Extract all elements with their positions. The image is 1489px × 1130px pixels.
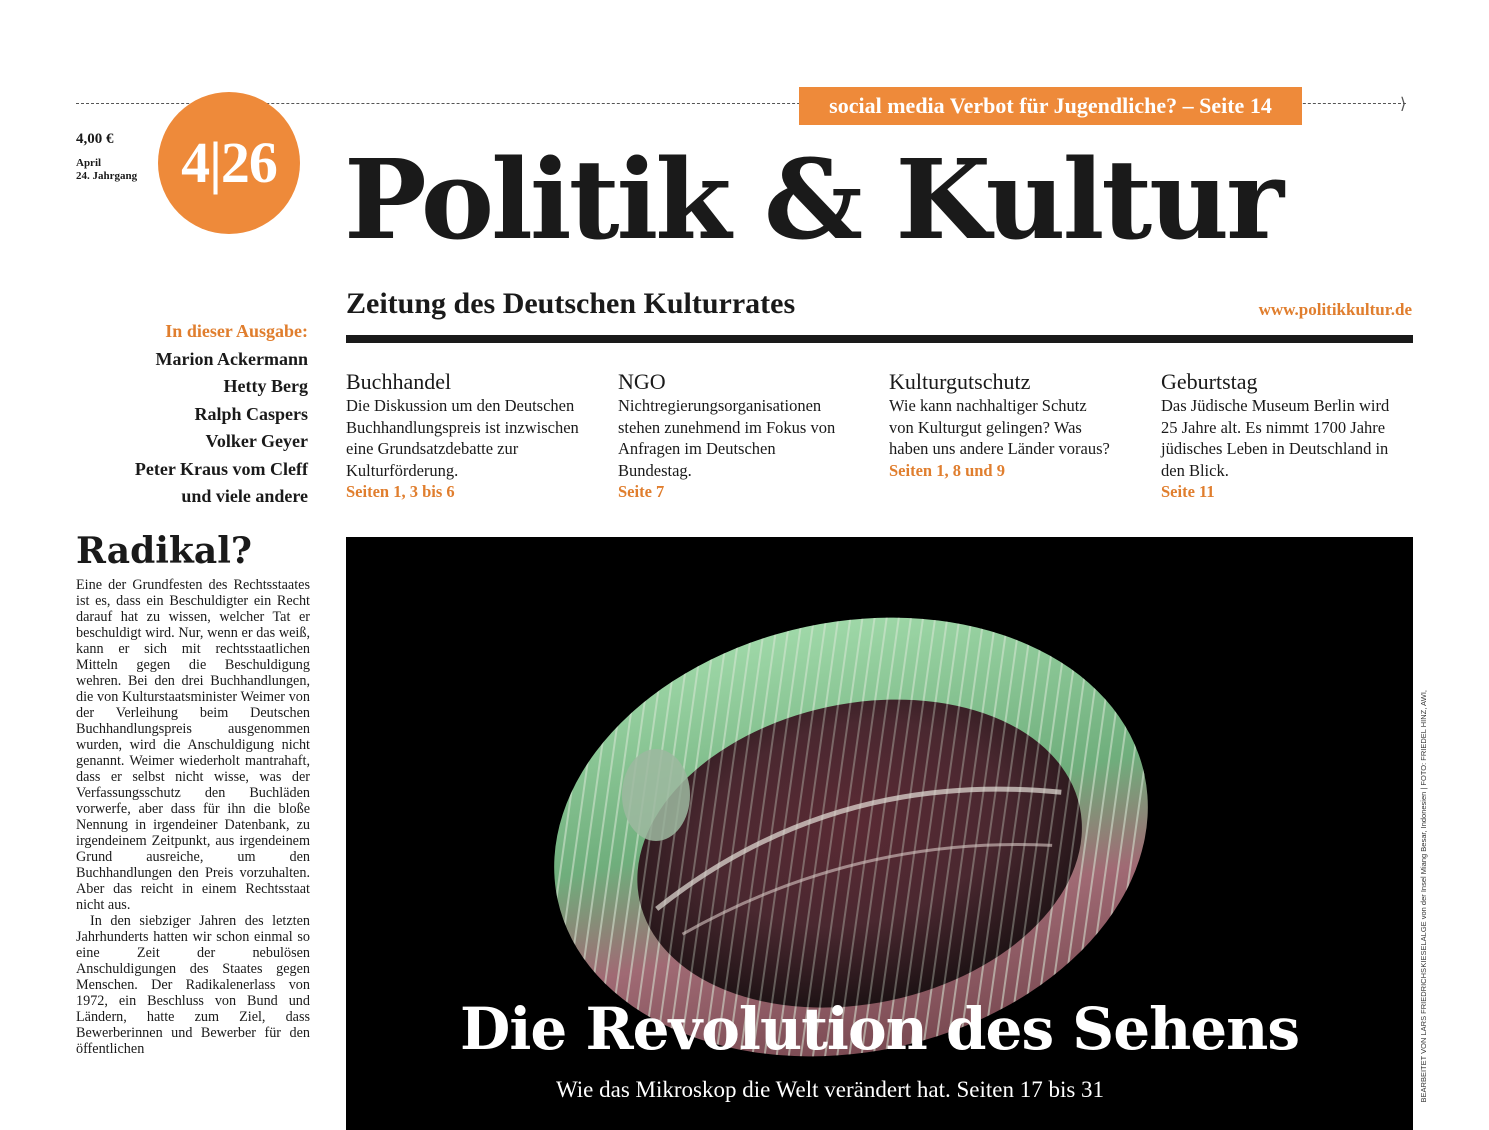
teaser-page-ref[interactable]: Seite 7 [618, 482, 665, 501]
contents-heading: In dieser Ausgabe: [165, 321, 308, 341]
contents-name: Marion Ackermann [155, 348, 308, 369]
teaser-page-ref[interactable]: Seiten 1, 8 und 9 [889, 460, 1005, 480]
teaser-buchhandel[interactable] [346, 369, 594, 503]
contents-name: Volker Geyer [205, 431, 308, 451]
masthead-rule [346, 335, 1413, 343]
contents-name: Hetty Berg [223, 376, 308, 396]
teaser-text: Wie kann nachhaltiger Schutz von Kulturgut gelingen? Was haben uns andere Länder voraus? [889, 396, 1110, 458]
contents-list [80, 318, 308, 511]
contents-name: Peter Kraus vom Cleff [134, 458, 308, 479]
editorial-paragraph: Eine der Grundfesten des Rechtsstaates ist es, dass ein Beschuldigter ein Recht darauf hat zu wissen, welcher Tat er beschuldigt wird. Nur, wenn er das weiß, kann er sich mit rechtsstaatlichen Mitteln gegen die Beschuldigung wehren. Bei den drei Buchhandlungen, die von Kulturstaatsminister Weimer von der Verleihung beim Deutschen Buchhandlungspreis ausgenommen wurden, wird die Anschuldigung nicht genannt. Weimer wiederholt mantrahaft, dass er selbst nicht wisse, was der Verfassungsschutz den Buchläden vorwerfe, aber dass für ihn die bloße Nennung in irgendeiner Datenbank, zu irgendeinem Zeitpunkt, aus irgendeinem Grund ausreiche, um den Buchhandlungen den Preis vorzuhalten. Aber das reicht in einem Rechtsstaat nicht aus. [76, 577, 310, 913]
issue-month: April [76, 157, 102, 169]
teaser-text: Das Jüdische Museum Berlin wird 25 Jahre alt. Es nimmt 1700 Jahre jüdisches Leben in Deutschland in den Blick. [1161, 396, 1390, 480]
photo-credit-line: KIESELALGE von der Insel Miang Besar, Indonesien | FOTO: FRIEDEL HINZ, AWI, [1419, 690, 1428, 968]
masthead-title: Politik & Kultur [344, 135, 1282, 264]
hero-subtitle-text: Wie das Mikroskop die Welt verändert hat. [556, 1077, 951, 1102]
issue-number-badge: 4|26 [158, 92, 300, 234]
hero-image[interactable] [346, 537, 1413, 1130]
arrow-right-icon: ⟩ [1400, 94, 1407, 113]
issue-date [76, 157, 137, 183]
teaser-title: NGO [618, 369, 666, 394]
hero-subheadline [556, 1077, 1104, 1103]
teaser-text: Die Diskussion um den Deutschen Buchhandlungspreis ist inzwischen eine Grundsatzdebatte zur Kulturförderung. [346, 396, 579, 480]
teaser-geburtstag[interactable] [1161, 369, 1401, 503]
teaser-text: Nichtregierungsorganisationen stehen zunehmend im Fokus von Anfragen im Deutschen Bundestag. [618, 396, 836, 480]
issue-volume: 24. Jahrgang [76, 170, 138, 182]
hero-headline: Die Revolution des Sehens [460, 995, 1299, 1063]
masthead-subtitle: Zeitung des Deutschen Kulturrates [346, 287, 796, 320]
teaser-ngo[interactable] [618, 369, 844, 503]
photo-credit [1420, 690, 1434, 1110]
teaser-page-ref[interactable]: Seiten 1, 3 bis 6 [346, 482, 455, 501]
price: 4,00 € [76, 131, 114, 147]
website-link[interactable]: www.politikkultur.de [1258, 300, 1412, 319]
hero-page-ref[interactable]: Seiten 17 bis 31 [956, 1077, 1105, 1102]
teaser-title: Geburtstag [1161, 369, 1258, 394]
teaser-kulturgutschutz[interactable] [889, 369, 1111, 481]
teaser-page-ref[interactable]: Seite 11 [1161, 482, 1215, 501]
photo-credit-line: BEARBEITET VON LARS FRIEDRICHS [1419, 967, 1428, 1103]
contents-name: Ralph Caspers [194, 403, 308, 424]
editorial-title: Radikal? [76, 530, 252, 572]
editorial-paragraph: In den siebziger Jahren des letzten Jahrhunderts hatten wir schon einmal so eine Zeit der nebulösen Anschuldigungen des Staates gegen Menschen. Der Radikalenerlass von 1972, ein Beschluss von Bund und Ländern, hatte zum Ziel, dass Bewerberinnen und Bewerber für den öffentlichen [76, 913, 310, 1057]
editorial-body [76, 577, 310, 1057]
contents-name: und viele andere [181, 486, 308, 506]
teaser-title: Kulturgutschutz [889, 369, 1031, 394]
teaser-title: Buchhandel [346, 369, 452, 394]
top-teaser-banner[interactable]: social media Verbot für Jugendliche? – Seite 14 [799, 87, 1302, 125]
